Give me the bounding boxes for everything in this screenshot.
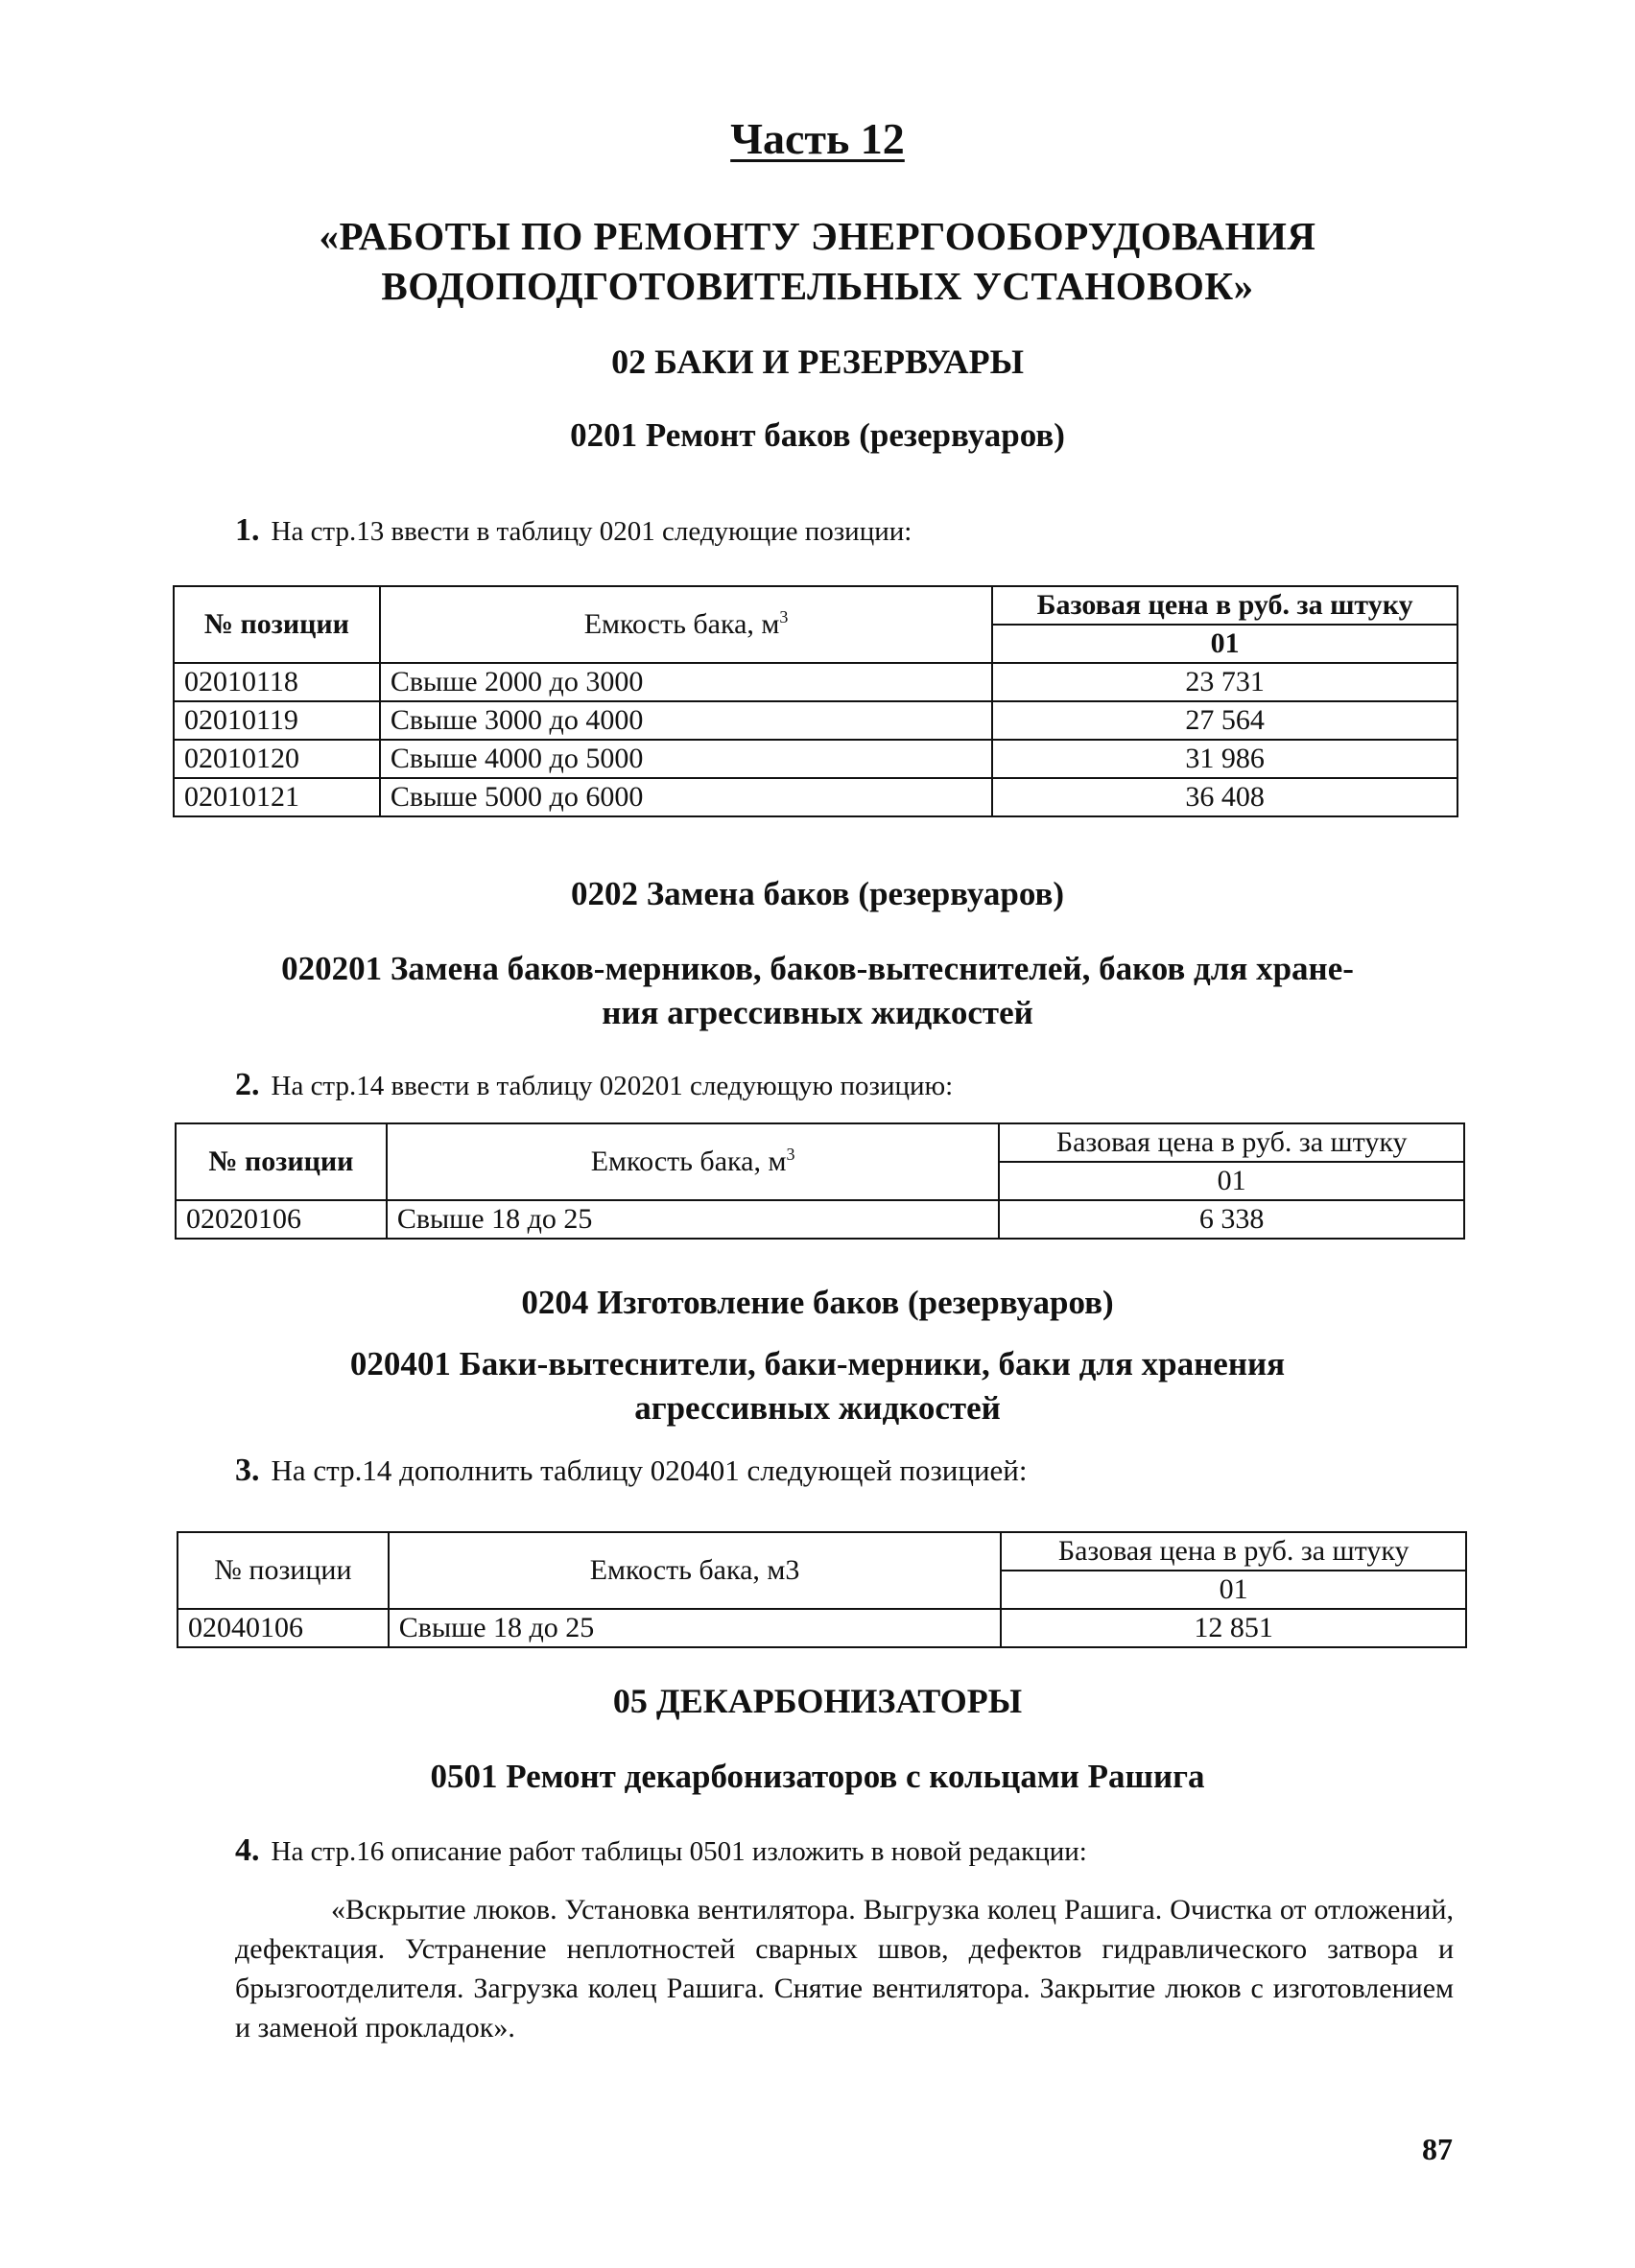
header-base-price: Базовая цена в руб. за штуку bbox=[1001, 1532, 1466, 1571]
item-3 bbox=[235, 1453, 1028, 1489]
item-1-number: 1. bbox=[235, 512, 260, 548]
header-base-price: Базовая цена в руб. за штуку bbox=[992, 586, 1457, 625]
subsection-0204-heading: 0204 Изготовление баков (резервуаров) bbox=[521, 1284, 1114, 1321]
subsection-020401-line1: 020401 Баки-вытеснители, баки-мерники, баки для хранения bbox=[349, 1345, 1286, 1382]
table-row bbox=[174, 740, 1457, 778]
main-title-line1: «РАБОТЫ ПО РЕМОНТУ ЭНЕРГООБОРУДОВАНИЯ bbox=[319, 214, 1316, 258]
table-row bbox=[174, 663, 1457, 701]
cell-code: 02020106 bbox=[176, 1200, 387, 1239]
cell-desc: Свыше 3000 до 4000 bbox=[380, 701, 992, 740]
subsection-020201-line1: 020201 Замена баков-мерников, баков-вытеснителей, баков для хране- bbox=[281, 950, 1354, 987]
header-capacity: Емкость бака, $м^3$ bbox=[380, 586, 992, 663]
item-3-number: 3. bbox=[235, 1453, 260, 1488]
item-2-number: 2. bbox=[235, 1067, 260, 1102]
cell-price: 12 851 bbox=[1001, 1609, 1466, 1647]
subsection-020201-line2: ния агрессивных жидкостей bbox=[602, 994, 1033, 1031]
header-capacity: Емкость бака, $м^3$ bbox=[387, 1123, 1000, 1200]
table-row bbox=[176, 1200, 1464, 1239]
item-4-number: 4. bbox=[235, 1832, 260, 1868]
item-1 bbox=[235, 512, 912, 549]
header-capacity: Емкость бака, м3 bbox=[389, 1532, 1002, 1609]
subsection-020401-line2: агрессивных жидкостей bbox=[634, 1389, 1001, 1427]
header-base-price: Базовая цена в руб. за штуку bbox=[999, 1123, 1464, 1162]
cell-desc: Свыше 18 до 25 bbox=[389, 1609, 1002, 1647]
section-02-heading: 02 БАКИ И РЕЗЕРВУАРЫ bbox=[611, 343, 1024, 381]
cell-desc: Свыше 18 до 25 bbox=[387, 1200, 1000, 1239]
subsection-0202-heading: 0202 Замена баков (резервуаров) bbox=[570, 875, 1065, 912]
cell-code: 02010120 bbox=[174, 740, 380, 778]
cell-code: 02010119 bbox=[174, 701, 380, 740]
work-description-paragraph: «Вскрытие люков. Установка вентилятора. Выгрузка колец Рашига. Очистка от отложений, дефектация. Устранение неплотностей сварных швов, дефектов гидравлического затвора и брызгоотделителя. Загрузка колец Рашига. Снятие вентилятора. Закрытие люков с изготовлением и заменой прокладок». bbox=[235, 1894, 1454, 2044]
cell-price: 6 338 bbox=[999, 1200, 1464, 1239]
cell-price: 36 408 bbox=[992, 778, 1457, 816]
part-title: Часть 12 bbox=[730, 114, 905, 163]
main-title-line2: ВОДОПОДГОТОВИТЕЛЬНЫХ УСТАНОВОК» bbox=[381, 264, 1254, 308]
subsection-0201-heading: 0201 Ремонт баков (резервуаров) bbox=[570, 416, 1065, 454]
cell-price: 23 731 bbox=[992, 663, 1457, 701]
header-price-column-01: 01 bbox=[999, 1162, 1464, 1200]
table-row bbox=[174, 701, 1457, 740]
page-number: 87 bbox=[1422, 2132, 1453, 2166]
item-2 bbox=[235, 1067, 953, 1103]
cell-code: 02010121 bbox=[174, 778, 380, 816]
item-3-text: На стр.14 дополнить таблицу 020401 следующей позицией: bbox=[271, 1453, 1028, 1487]
item-2-text: На стр.14 ввести в таблицу 020201 следующую позицию: bbox=[271, 1071, 954, 1101]
item-4-text: На стр.16 описание работ таблицы 0501 изложить в новой редакции: bbox=[271, 1836, 1087, 1867]
table-020201 bbox=[175, 1122, 1465, 1240]
item-1-text: На стр.13 ввести в таблицу 0201 следующие позиции: bbox=[271, 516, 912, 547]
table-row bbox=[178, 1609, 1466, 1647]
header-position: № позиции bbox=[174, 586, 380, 663]
cell-code: 02040106 bbox=[178, 1609, 389, 1647]
item-4 bbox=[235, 1832, 1087, 1869]
table-row bbox=[174, 778, 1457, 816]
cell-price: 31 986 bbox=[992, 740, 1457, 778]
cell-price: 27 564 bbox=[992, 701, 1457, 740]
subsection-0501-heading: 0501 Ремонт декарбонизаторов с кольцами Рашига bbox=[430, 1758, 1205, 1795]
header-position: № позиции bbox=[178, 1532, 389, 1609]
table-0201 bbox=[173, 585, 1458, 817]
header-price-column-01: 01 bbox=[1001, 1571, 1466, 1609]
header-position: № позиции bbox=[176, 1123, 387, 1200]
section-05-heading: 05 ДЕКАРБОНИЗАТОРЫ bbox=[612, 1682, 1023, 1720]
cell-desc: Свыше 5000 до 6000 bbox=[380, 778, 992, 816]
cell-desc: Свыше 4000 до 5000 bbox=[380, 740, 992, 778]
cell-code: 02010118 bbox=[174, 663, 380, 701]
cell-desc: Свыше 2000 до 3000 bbox=[380, 663, 992, 701]
header-price-column-01: 01 bbox=[992, 625, 1457, 663]
table-020401 bbox=[177, 1531, 1467, 1648]
